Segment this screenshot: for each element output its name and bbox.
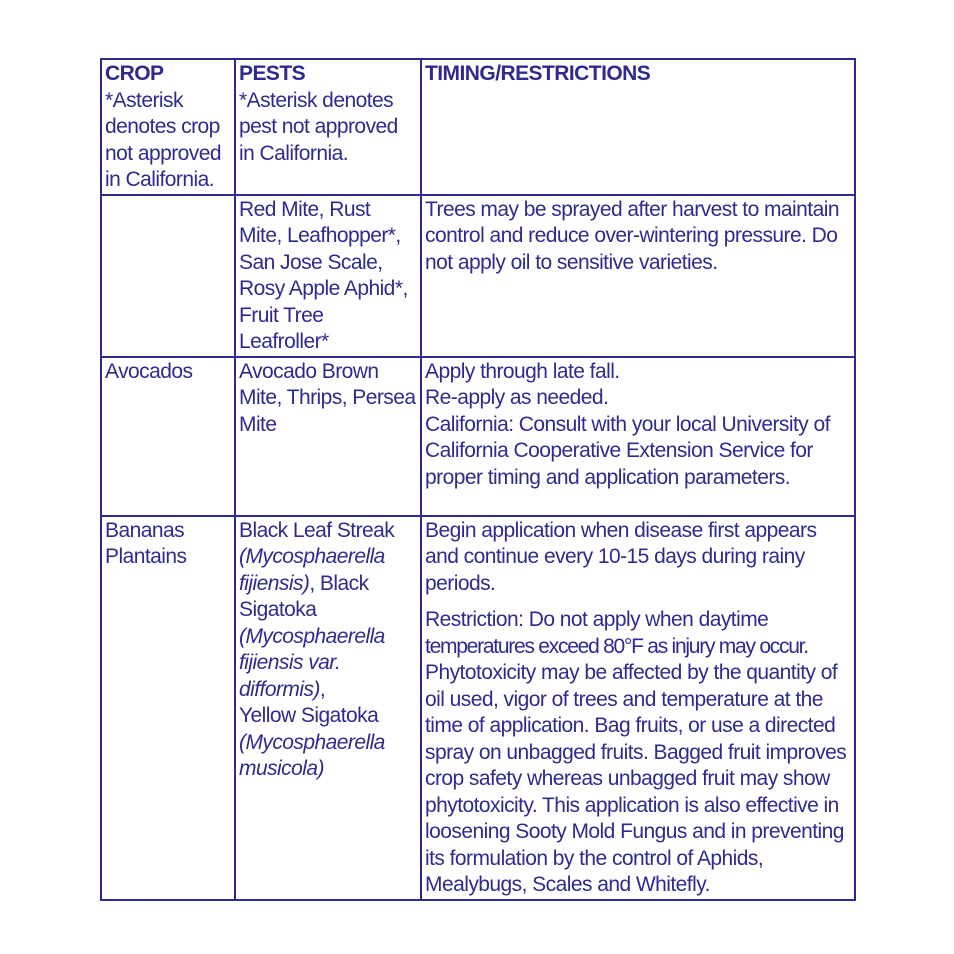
timing-header-cell (421, 59, 855, 195)
pest-scientific-name: (Mycosphaerella fijiensis var. difformis) (239, 624, 385, 701)
crop-cell (101, 357, 235, 516)
crop-cell (101, 195, 235, 357)
pests-header-title: PESTS (239, 62, 306, 85)
crop-line: Plantains (105, 545, 187, 568)
pest-scientific-name: (Mycosphaerella fijiensis) (239, 545, 385, 595)
crop-cell (101, 516, 235, 900)
restriction-lead: Restriction: Do not apply when daytime (425, 608, 769, 631)
pests-cell (235, 357, 421, 516)
timing-text: Trees may be sprayed after harvest to maintain control and reduce over-wintering pressure. Do not apply oil to sensitive varieties. (425, 197, 839, 274)
table-row (101, 357, 855, 516)
timing-cell (421, 357, 855, 516)
pest-separator: , (319, 677, 326, 701)
timing-paragraph (425, 607, 851, 899)
pests-cell (235, 516, 421, 900)
crop-header-title: CROP (105, 62, 164, 85)
restriction-temperature: temperatures exceed 80°F as injury may occur. (425, 634, 808, 658)
pests-text: Avocado Brown Mite, Thrips, Persea Mite (239, 359, 416, 436)
timing-line: California: Consult with your local University of California Cooperative Extension Service for proper timing and application parameters. (425, 412, 830, 489)
timing-header-title: TIMING/RESTRICTIONS (425, 62, 651, 85)
timing-paragraph: Begin application when disease first appears and continue every 10-15 days during rainy periods. (425, 518, 817, 595)
pests-text: Red Mite, Rust Mite, Leafhopper*, San Jose Scale, Rosy Apple Aphid*, Fruit Tree Leafroller* (239, 197, 408, 353)
timing-cell (421, 195, 855, 357)
pest-scientific-name: (Mycosphaerella musicola) (239, 730, 385, 780)
timing-cell (421, 516, 855, 900)
table-row (101, 516, 855, 900)
table-row (101, 195, 855, 357)
pests-header-cell (235, 59, 421, 195)
pests-cell (235, 195, 421, 357)
timing-line: Re-apply as needed. (425, 386, 609, 409)
crop-pest-table (100, 58, 856, 901)
restriction-details: Phytotoxicity may be affected by the quantity of oil used, vigor of trees and temperature at the time of application. Bag fruits, or use a directed spray on unbagged fruits. Bagged fruit improves crop safety whereas unbagged fruit may show phytotoxicity. This application is also effective in loosening Sooty Mold Fungus and in preventing its formulation by the control of Aphids, Mealybugs, Scales and Whitefly. (425, 661, 847, 896)
timing-line: Apply through late fall. (425, 359, 620, 383)
pest-name: Yellow Sigatoka (239, 704, 379, 727)
pest-name: Black Leaf Streak (239, 518, 395, 542)
crop-header-note: *Asterisk denotes crop not approved in California. (105, 88, 221, 191)
crop-line: Bananas (105, 518, 185, 542)
header-row (101, 59, 855, 195)
crop-text: Avocados (105, 359, 193, 383)
pests-header-note: *Asterisk denotes pest not approved in California. (239, 88, 398, 165)
crop-header-cell (101, 59, 235, 195)
pest-name: , Black Sigatoka (239, 571, 369, 621)
